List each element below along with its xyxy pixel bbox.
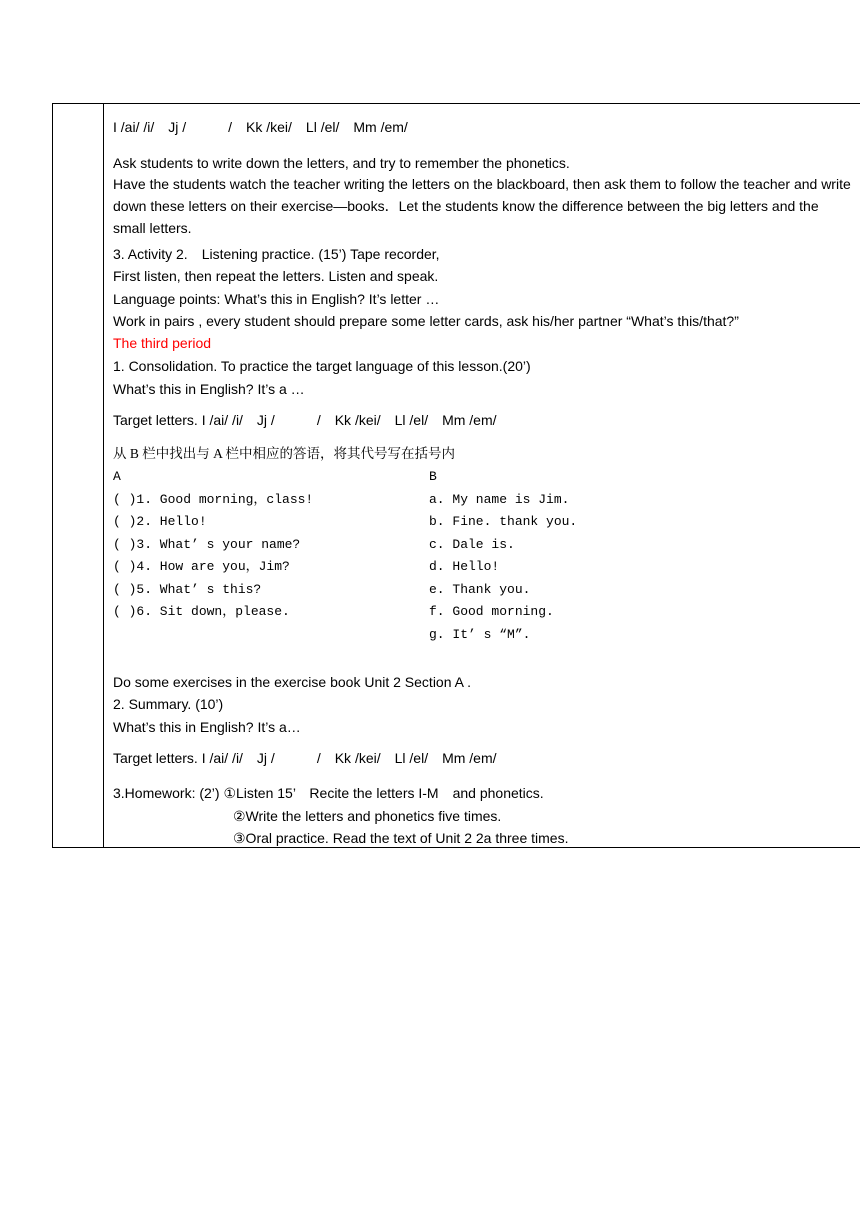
third-period-heading: The third period bbox=[113, 335, 212, 351]
language-points-line: Language points: What’s this in English? It’s letter … bbox=[113, 291, 440, 307]
homework-line-1: 3.Homework: (2’) ①Listen 15’ Recite the letters I-M and phonetics. bbox=[113, 785, 544, 801]
whats-this-line-1: What’s this in English? It’s a … bbox=[113, 381, 305, 397]
answer-item: d. Hello! bbox=[429, 559, 500, 574]
question-item: ( )3. What’ s your name? bbox=[113, 537, 301, 552]
answer-item: a. My name is Jim. bbox=[429, 492, 570, 507]
column-a-header: A bbox=[113, 469, 121, 484]
question-item: ( )6. Sit down，please. bbox=[113, 604, 290, 619]
consolidation-line: 1. Consolidation. To practice the target language of this lesson.(20’) bbox=[113, 358, 531, 374]
homework-line-3: ③Oral practice. Read the text of Unit 2 2a three times. bbox=[233, 830, 569, 846]
answer-item: e. Thank you. bbox=[429, 582, 531, 597]
whats-this-line-2: What’s this in English? It’s a… bbox=[113, 719, 301, 735]
target-letters-line-2: Target letters. I /ai/ /i/ Jj / / Kk /kei/ Ll /el/ Mm /em/ bbox=[113, 750, 497, 766]
first-listen-line: First listen, then repeat the letters. Listen and speak. bbox=[113, 268, 439, 284]
answer-item: b. Fine. thank you. bbox=[429, 514, 578, 529]
answer-item: c. Dale is. bbox=[429, 537, 515, 552]
activity-2-line: 3. Activity 2. Listening practice. (15’) Tape recorder, bbox=[113, 246, 440, 262]
question-item: ( )5. What’ s this? bbox=[113, 582, 262, 597]
question-item: ( )1. Good morning，class! bbox=[113, 492, 314, 507]
work-pairs-line: Work in pairs , every student should prepare some letter cards, ask his/her partner “What’s this/that?” bbox=[113, 313, 739, 329]
phonetics-line: I /ai/ /i/ Jj / / Kk /kei/ Ll /el/ Mm /em/ bbox=[113, 119, 408, 135]
homework-line-2: ②Write the letters and phonetics five times. bbox=[233, 808, 502, 824]
exercises-line: Do some exercises in the exercise book Unit 2 Section A . bbox=[113, 674, 471, 690]
ask-write-line: Ask students to write down the letters, and try to remember the phonetics. bbox=[113, 155, 570, 171]
summary-line: 2. Summary. (10’) bbox=[113, 696, 224, 712]
column-b-header: B bbox=[429, 469, 437, 484]
answer-item: f. Good morning. bbox=[429, 604, 554, 619]
table-column-divider bbox=[103, 103, 104, 848]
have-students-paragraph: Have the students watch the teacher writing the letters on the blackboard, then ask them to follow the teacher and write down these letters on their exercise—books．Let the students know the difference between the big letters and the small letters. bbox=[113, 176, 851, 236]
question-item: ( )2. Hello! bbox=[113, 514, 207, 529]
question-item: ( )4. How are you，Jim? bbox=[113, 559, 290, 574]
target-letters-line-1: Target letters. I /ai/ /i/ Jj / / Kk /kei/ Ll /el/ Mm /em/ bbox=[113, 412, 497, 428]
matching-instruction: 从 B 栏中找出与 A 栏中相应的答语，将其代号写在括号内 bbox=[113, 446, 456, 461]
answer-item: g. It’ s “M”. bbox=[429, 627, 531, 642]
